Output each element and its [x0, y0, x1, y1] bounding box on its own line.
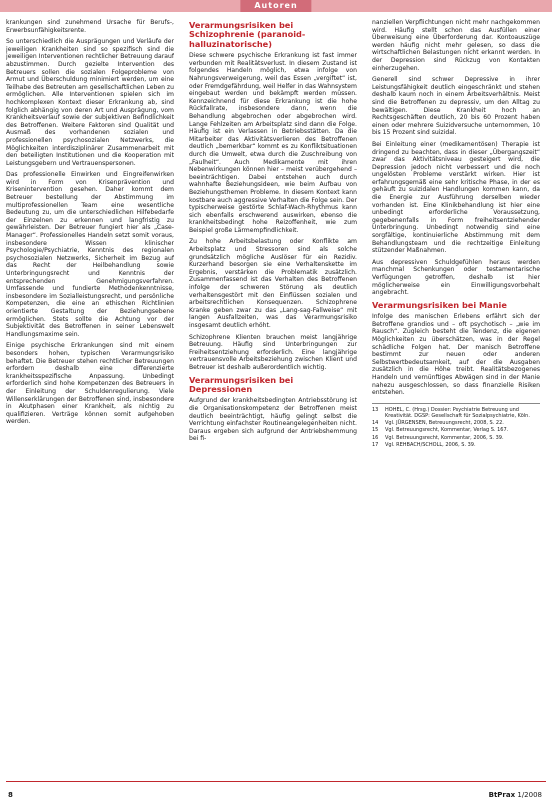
footnote — [372, 442, 540, 448]
footnote — [372, 420, 540, 426]
paragraph: Bei Einleitung einer (medikamentösen) Therapie ist dringend zu beachten, dass in dieser „Übergangszeit“ zwar das Aktivitätsniveau gesteigert wird, die Depression jedoch nicht verbessert und die noch ungelösten Probleme verstärkt wirken. Hier ist erfahrungsgemäß eine sehr kritische Phase, in der es gehäuft zu suizidalen Handlungen kommen kann, da die Energie zur Ausführung derselben wieder vorhanden ist. Eine Klinikbehandlung ist hier eine unbedingt erforderliche Voraussetzung, gegebenenfalls in Form freiheitsentziehender Unterbringung. Unbedingt notwendig sind eine sorgfältige, kontinuierliche Abstimmung mit dem Behandlungsteam und die rechtzeitige Einleitung stützender Maßnahmen. — [372, 140, 540, 255]
footnote-text: Vgl. Betreuungsrecht, Kommentar, 2006, S. 39. — [385, 434, 504, 441]
paragraph: Infolge des manischen Erlebens erfährt sich der Betroffene grandios und – oft psychotisch – „wie im Rausch“. Zugleich besteht die Tendenz, die eigenen Möglichkeiten zu überschätzen, was in der Regel schädliche Folgen hat. Der manisch Betroffene bestimmt zur neuen oder anderen Selbstwertbedeutsamkeit, auf der die Ausgaben zusätzlich in die Höhe treibt. Realitätsbezogenes Handeln und vernünftiges Abwägen sind in der Manie nahezu ausgeschlossen, so dass finanzielle Risiken entstehen. — [372, 313, 540, 397]
footnote — [372, 427, 540, 433]
footnote-number: 16 — [372, 434, 379, 441]
issue-number: 1/2008 — [517, 791, 542, 799]
header-bar — [0, 0, 552, 12]
paragraph: Schizophrene Klienten brauchen meist langjährige Betreuung. Häufig sind Unterbringungen zur Freiheitsentziehung erforderlich. Eine langjährige vertrauensvolle Arbeitsbeziehung zwischen Klient und Betreuer ist deshalb außerordentlich wichtig. — [189, 333, 357, 371]
paragraph: Das professionelle Einwirken und Eingreifenwirken wird in Form von Krisenprävention und Krisenintervention gesehen. Daher kommt dem Betreuer bestellung der Abstimmung im multiprofessionellen Team eine wesentliche Bedeutung zu, um die unterschiedlichen Hilfebedarfe der Einzelnen zu erkennen und langfristig zu gewährleisten. Der Betreuer fungiert hier als „Case-Manager“. Professionelles Handeln setzt somit voraus, insbesondere Wissen klinischer Psychologie/Psychiatrie, Kenntnis des regionalen psychosozialen Netzwerks, Sicherheit im Bezug auf das Recht der Heilbehandlung sowie Unterbringungsrecht und Kenntnis der entsprechenden Genehmigungsverfahren. Umfassende und fundierte Methodenkenntnisse, insbesondere im Sozialleistungsrecht, und persönliche Kompetenzen, die eine an ethischen Richtlinien orientierte Gestaltung der Beziehungsebene ermöglichen. Stets sollte die Achtung vor der Subjektivität des Betroffenen in seiner Lebenswelt Handlungsmaxime sein. — [6, 171, 174, 338]
paragraph: Diese schwere psychische Erkrankung ist fast immer verbunden mit Realitätsverlust. In diesem Zustand ist folgendes Handeln möglich, etwa infolge von Nahrungsverweigerung, weil das Essen „vergiftet“ ist, oder Fremdgefährdung, weil Helfer in das Wahnsystem eingebaut werden und bekämpft werden müssen. Kennzeichnend für diese Erkrankung ist die hohe Rückfallrate, insbesondere dann, wenn die Behandlung abgebrochen oder abgebrochen wird. Lange Fehlzeiten am Arbeitsplatz sind dann die Folge. Häufig ist ein Verlassen in Betriebsstätten. Da die Mitarbeiter das Aktivitätsverlieren des Betroffenen deutlich „bemerkbar“ kommt es zu Konfliktsituationen durch die Umwelt, etwa durch die Zuschreibung von „Faulheit“. Auch Medikamente mit ihren Nebenwirkungen können hier – meist verübergehend – beeinträchtigen. Dabei entstehen auch durch wahnhafte Beziehungsideen, wie beim Aufbau von Beziehungsthemen Probleme. In diesem Kontext kann kostbare auch aggressive Verhalten die Folge sein. Der typischerweise gestörte Schlaf-Wach-Rhythmus kann sich ebenfalls erschwerend auswirken, ebenso die krankheitsbedingt hohe Reizoffenheit, wie zum Beispiel große Lärmempfindlichkeit. — [189, 52, 357, 234]
footnote-number: 17 — [372, 441, 379, 448]
column-2 — [189, 19, 357, 779]
footnote-text: Vgl. REHBACH/SCHOLL, 2006, S. 39. — [385, 441, 476, 448]
column-3 — [372, 19, 540, 779]
footnote-number: 13 — [372, 406, 379, 413]
footnote — [372, 435, 540, 441]
paragraph: Aufgrund der krankheitsbedingten Antriebsstörung ist die Organisationskompetenz der Betroffenen meist deutlich beeinträchtigt, häufig gelingt selbst die Verrichtung einfachster Routineangelegenheiten nicht. Daraus ergeben sich aufgrund der Antriebshemmung bei fi- — [189, 397, 357, 443]
footnote-number: 15 — [372, 427, 379, 434]
section-heading: Verarmungsrisiken bei Depressionen — [189, 374, 294, 394]
column-1 — [6, 19, 174, 779]
footnotes — [372, 403, 540, 448]
footnote-number: 14 — [372, 420, 379, 427]
paragraph: Aus depressiven Schuldgefühlen heraus werden manchmal Schenkungen oder testamentarische Verfügungen getroffen, deshalb ist hier möglicherweise ein Einwilligungsvorbehalt angebracht. — [372, 258, 540, 297]
section-heading: Verarmungsrisiken bei Schizophrenie (paranoid-halluzinatorische) — [189, 20, 306, 49]
page-number: 8 — [8, 791, 13, 799]
paragraph: So unterschiedlich die Ausprägungen und Verläufe der jeweiligen Krankheiten sind so spezifisch sind die jeweiligen Interventionen rechtlicher Betreuung darauf abzustimmen. Durch gezielte Intervention des Betreuers sollen die sozialen Folgeprobleme von Armut und Überschuldung minimiert werden, um eine Teilhabe des Betreuten am gesellschaftlichen Leben zu ermöglichen. Alle Interventionen spielen sich im hochkomplexen Kontext dieser Erkrankung ab, sind folglich abhängig von deren Art und Ausprägung, vom Krankheitsverlauf sowie der subjektiven Befindlichkeit des Betroffenen. Weitere Faktoren sind Qualität und Ausmaß des vorhandenen sozialen und professionellen psychosozialen Netzwerks, die Möglichkeiten interdisziplinärer Zusammenarbeit mit den beteiligten Institutionen und die Kooperation mit Leistungsgebern und Vertrauenspersonen. — [6, 38, 174, 167]
footnote — [372, 407, 540, 419]
paragraph: Zu hohe Arbeitsbelastung oder Konflikte am Arbeitsplatz und Stressoren sind als solche grundsätzlich mögliche Auslöser für ein Rezidiv. Kurzerhand besorgen sie eine Verhaltenskette im Ergebnis, verstärken die Problematik zusätzlich. Zusammenfassend ist das Verhalten des Betroffenen infolge der schweren Störung als deutlich verhaltensgestört mit den Einflüssen sozialen und arbeitsrechtlichen Konsequenzen. Schizophrene Kranke geben zwar zu das „Lang-sag-Fallweise“ mit langen Ausfallzeiten, was das Verarmungsrisiko insgesamt deutlich erhöht. — [189, 238, 357, 329]
section-heading: Verarmungsrisiken bei Manie — [372, 299, 507, 310]
paragraph: nanziellen Verpflichtungen nicht mehr nachgekommen wird. Häufig stellt schon das Ausfüllen einer Überweisung eine Überforderung dar. Kontoauszüge werden häufig nicht mehr gelesen, so dass die wirtschaftlichen Belastungen nicht erkannt werden. In der Depression sind Rückzug von Kontakten einherzugehen. — [372, 19, 540, 72]
footnote-text: Vgl. Betreuungsrecht, Kommentar, Verlag S. 167. — [385, 427, 509, 434]
paragraph: Einige psychische Erkrankungen sind mit einem besonders hohen, typischen Verarmungsrisiko behaftet. Die Betreuer stehen rechtlicher Betreuungen erfordern deshalb eine differenzierte krankheitsspezifische Anpassung. Unbedingt erforderlich sind hohe Kompetenzen des Betreuers in der Einleitung der Schuldenregulierung. Viele Willenserklärungen der Betroffenen sind, insbesondere in Akutphasen einer Krankheit, als nichtig zu qualifizieren. Verträge können somit aufgehoben werden. — [6, 342, 174, 426]
page-footer — [0, 781, 552, 809]
footnote-text: HOHEL, C. (Hrsg.) Dossier: Psychiatrie Betreuung und Kreativität. DGSP: Gesellschaft für Sozialpsychiatrie, Köln. — [385, 406, 530, 419]
paragraph: krankungen sind zunehmend Ursache für Berufs-, Erwerbsunfähigkeitsrente. — [6, 19, 174, 34]
footer-rule — [6, 781, 546, 782]
journal-name: BtPrax — [488, 791, 516, 799]
section-tag: Autoren — [240, 0, 311, 12]
journal-issue — [489, 791, 542, 799]
paragraph: Generell sind schwer Depressive in ihrer Leistungsfähigkeit deutlich eingeschränkt und stehen deshalb kaum noch in einem Arbeitsverhältnis. Meist sind die Betroffenen zu depressiv, um den Alltag zu bewältigen. Diese Krankheit hoch an Rechtsgeschäften deutlich, 20 bis 60 Prozent haben einen oder mehrere Suizidversuche unternommen, 10 bis 15 Prozent sind suizidal. — [372, 76, 540, 137]
footnote-text: Vgl. JÜRGENSEN, Betreuungsrecht, 2008, S. 22. — [385, 420, 504, 427]
